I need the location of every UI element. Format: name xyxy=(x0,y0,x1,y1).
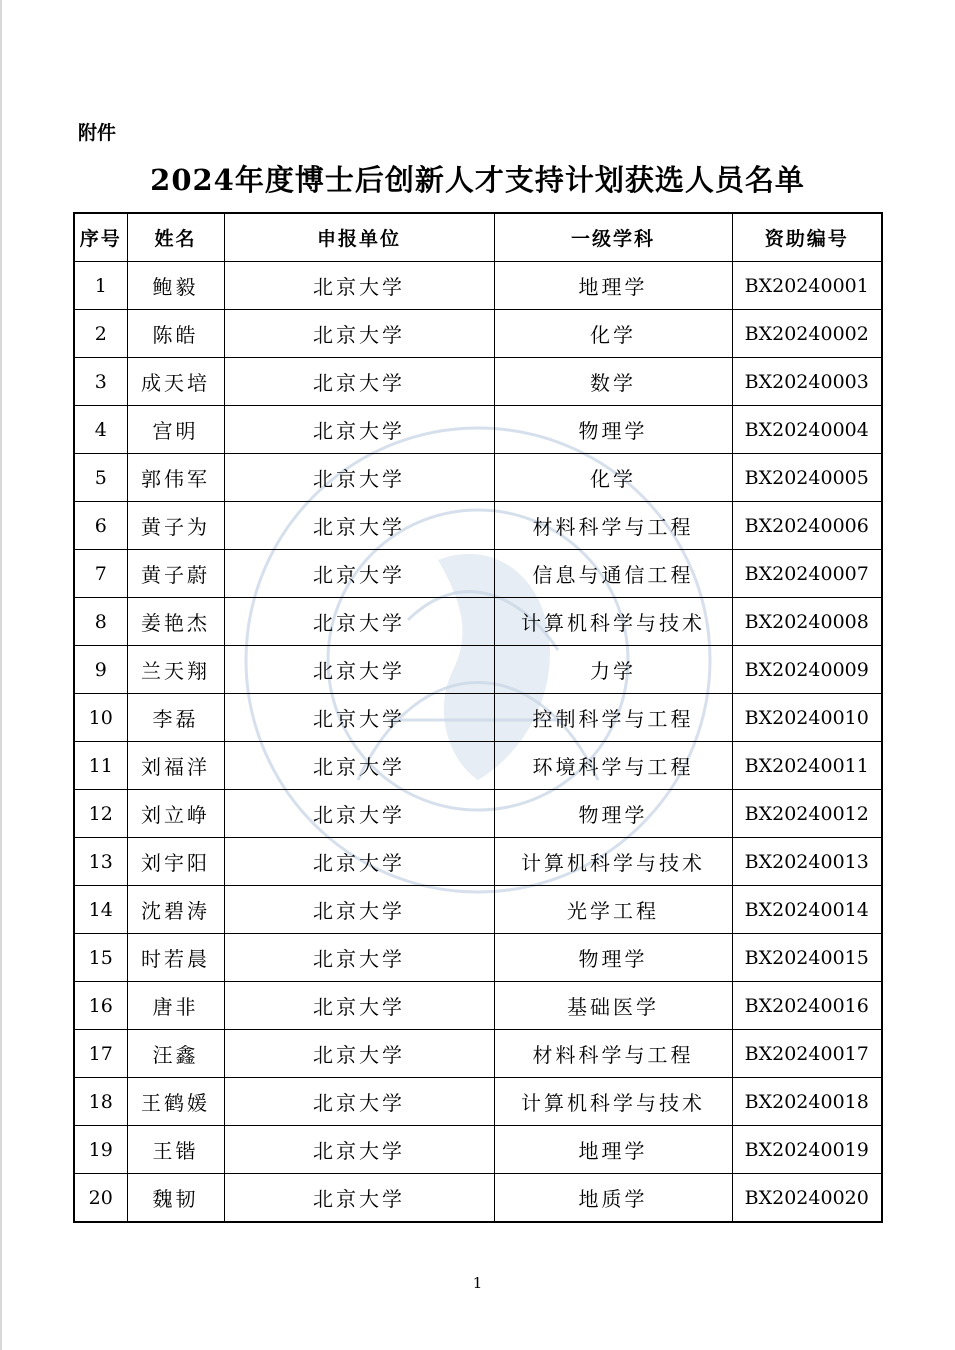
grant-code-cell: BX20240012 xyxy=(732,790,882,838)
unit-cell: 北京大学 xyxy=(224,454,494,502)
page-edge xyxy=(0,0,2,1350)
serial-cell: 11 xyxy=(74,742,127,790)
serial-cell: 6 xyxy=(74,502,127,550)
grant-code-cell: BX20240011 xyxy=(732,742,882,790)
column-header-unit: 申报单位 xyxy=(224,213,494,262)
name-cell: 沈碧涛 xyxy=(127,886,224,934)
serial-cell: 15 xyxy=(74,934,127,982)
column-header-grant-code: 资助编号 xyxy=(732,213,882,262)
serial-cell: 1 xyxy=(74,262,127,310)
name-cell: 汪鑫 xyxy=(127,1030,224,1078)
discipline-cell: 力学 xyxy=(494,646,732,694)
grant-code-cell: BX20240004 xyxy=(732,406,882,454)
column-header-discipline: 一级学科 xyxy=(494,213,732,262)
name-cell: 郭伟军 xyxy=(127,454,224,502)
table-row xyxy=(74,406,882,454)
table-header-row xyxy=(74,213,882,262)
serial-cell: 20 xyxy=(74,1174,127,1223)
unit-cell: 北京大学 xyxy=(224,406,494,454)
unit-cell: 北京大学 xyxy=(224,790,494,838)
grant-code-cell: BX20240019 xyxy=(732,1126,882,1174)
serial-cell: 17 xyxy=(74,1030,127,1078)
name-cell: 李磊 xyxy=(127,694,224,742)
table-row xyxy=(74,1126,882,1174)
grant-code-cell: BX20240017 xyxy=(732,1030,882,1078)
unit-cell: 北京大学 xyxy=(224,1174,494,1223)
name-cell: 刘福洋 xyxy=(127,742,224,790)
discipline-cell: 地理学 xyxy=(494,262,732,310)
name-cell: 黄子蔚 xyxy=(127,550,224,598)
unit-cell: 北京大学 xyxy=(224,598,494,646)
serial-cell: 13 xyxy=(74,838,127,886)
name-cell: 刘立峥 xyxy=(127,790,224,838)
serial-cell: 2 xyxy=(74,310,127,358)
serial-cell: 10 xyxy=(74,694,127,742)
discipline-cell: 信息与通信工程 xyxy=(494,550,732,598)
name-cell: 鲍毅 xyxy=(127,262,224,310)
discipline-cell: 控制科学与工程 xyxy=(494,694,732,742)
unit-cell: 北京大学 xyxy=(224,838,494,886)
grant-code-cell: BX20240007 xyxy=(732,550,882,598)
table-row xyxy=(74,886,882,934)
serial-cell: 7 xyxy=(74,550,127,598)
column-header-serial: 序号 xyxy=(74,213,127,262)
table-row xyxy=(74,742,882,790)
discipline-cell: 物理学 xyxy=(494,934,732,982)
grant-code-cell: BX20240008 xyxy=(732,598,882,646)
discipline-cell: 化学 xyxy=(494,454,732,502)
serial-cell: 12 xyxy=(74,790,127,838)
grant-code-cell: BX20240006 xyxy=(732,502,882,550)
serial-cell: 18 xyxy=(74,1078,127,1126)
table-row xyxy=(74,310,882,358)
name-cell: 唐非 xyxy=(127,982,224,1030)
table-row xyxy=(74,454,882,502)
serial-cell: 19 xyxy=(74,1126,127,1174)
discipline-cell: 化学 xyxy=(494,310,732,358)
table-row xyxy=(74,934,882,982)
page-number: 1 xyxy=(472,1274,483,1292)
discipline-cell: 光学工程 xyxy=(494,886,732,934)
serial-cell: 9 xyxy=(74,646,127,694)
table-row xyxy=(74,1174,882,1223)
name-cell: 时若晨 xyxy=(127,934,224,982)
name-cell: 刘宇阳 xyxy=(127,838,224,886)
name-cell: 兰天翔 xyxy=(127,646,224,694)
grant-code-cell: BX20240018 xyxy=(732,1078,882,1126)
discipline-cell: 材料科学与工程 xyxy=(494,1030,732,1078)
grant-code-cell: BX20240003 xyxy=(732,358,882,406)
grant-code-cell: BX20240020 xyxy=(732,1174,882,1223)
name-cell: 宫明 xyxy=(127,406,224,454)
table-row xyxy=(74,358,882,406)
serial-cell: 8 xyxy=(74,598,127,646)
grant-code-cell: BX20240010 xyxy=(732,694,882,742)
serial-cell: 3 xyxy=(74,358,127,406)
unit-cell: 北京大学 xyxy=(224,262,494,310)
name-cell: 王鹤媛 xyxy=(127,1078,224,1126)
unit-cell: 北京大学 xyxy=(224,358,494,406)
unit-cell: 北京大学 xyxy=(224,1030,494,1078)
discipline-cell: 计算机科学与技术 xyxy=(494,598,732,646)
grant-code-cell: BX20240014 xyxy=(732,886,882,934)
discipline-cell: 物理学 xyxy=(494,406,732,454)
grant-code-cell: BX20240016 xyxy=(732,982,882,1030)
table-row xyxy=(74,502,882,550)
attachment-label: 附件 xyxy=(78,122,117,144)
table-row xyxy=(74,1078,882,1126)
discipline-cell: 计算机科学与技术 xyxy=(494,1078,732,1126)
name-cell: 王锴 xyxy=(127,1126,224,1174)
table-row xyxy=(74,598,882,646)
grant-code-cell: BX20240002 xyxy=(732,310,882,358)
document-title: 2024年度博士后创新人才支持计划获选人员名单 xyxy=(150,163,805,197)
unit-cell: 北京大学 xyxy=(224,502,494,550)
serial-cell: 5 xyxy=(74,454,127,502)
unit-cell: 北京大学 xyxy=(224,694,494,742)
discipline-cell: 地理学 xyxy=(494,1126,732,1174)
discipline-cell: 材料科学与工程 xyxy=(494,502,732,550)
table-row xyxy=(74,694,882,742)
table-row xyxy=(74,262,882,310)
grant-code-cell: BX20240009 xyxy=(732,646,882,694)
grant-code-cell: BX20240013 xyxy=(732,838,882,886)
name-cell: 黄子为 xyxy=(127,502,224,550)
discipline-cell: 物理学 xyxy=(494,790,732,838)
table-row xyxy=(74,838,882,886)
table-row xyxy=(74,1030,882,1078)
unit-cell: 北京大学 xyxy=(224,646,494,694)
name-cell: 魏韧 xyxy=(127,1174,224,1223)
selected-personnel-table xyxy=(73,212,883,1223)
column-header-name: 姓名 xyxy=(127,213,224,262)
serial-cell: 14 xyxy=(74,886,127,934)
grant-code-cell: BX20240005 xyxy=(732,454,882,502)
table-row xyxy=(74,790,882,838)
unit-cell: 北京大学 xyxy=(224,886,494,934)
unit-cell: 北京大学 xyxy=(224,550,494,598)
grant-code-cell: BX20240001 xyxy=(732,262,882,310)
table-row xyxy=(74,550,882,598)
discipline-cell: 环境科学与工程 xyxy=(494,742,732,790)
unit-cell: 北京大学 xyxy=(224,742,494,790)
discipline-cell: 基础医学 xyxy=(494,982,732,1030)
table-row xyxy=(74,982,882,1030)
unit-cell: 北京大学 xyxy=(224,1126,494,1174)
table-row xyxy=(74,646,882,694)
unit-cell: 北京大学 xyxy=(224,1078,494,1126)
discipline-cell: 计算机科学与技术 xyxy=(494,838,732,886)
serial-cell: 4 xyxy=(74,406,127,454)
serial-cell: 16 xyxy=(74,982,127,1030)
name-cell: 姜艳杰 xyxy=(127,598,224,646)
unit-cell: 北京大学 xyxy=(224,934,494,982)
discipline-cell: 数学 xyxy=(494,358,732,406)
name-cell: 成天培 xyxy=(127,358,224,406)
grant-code-cell: BX20240015 xyxy=(732,934,882,982)
name-cell: 陈皓 xyxy=(127,310,224,358)
unit-cell: 北京大学 xyxy=(224,982,494,1030)
discipline-cell: 地质学 xyxy=(494,1174,732,1223)
unit-cell: 北京大学 xyxy=(224,310,494,358)
